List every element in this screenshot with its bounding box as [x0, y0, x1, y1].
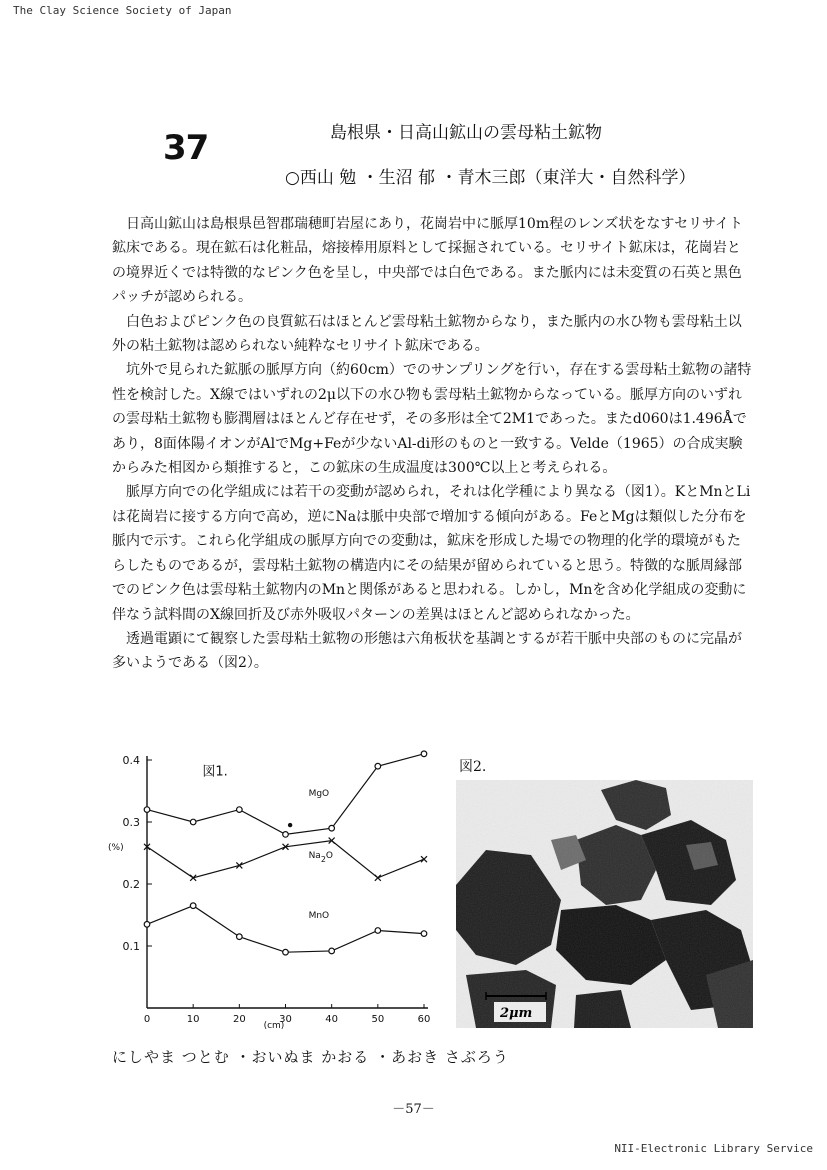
x-tick-label: 50 — [371, 1014, 385, 1025]
data-point — [421, 751, 427, 757]
page-number: －57－ — [392, 1102, 435, 1117]
series-mgo — [144, 751, 427, 837]
data-point — [421, 931, 427, 937]
paragraph: 日高山鉱山は島根県邑智郡瑞穂町岩屋にあり，花崗岩中に脈厚10m程のレンズ状をなすセリサイト鉱床である。現在鉱石は化粧品，熔接棒用原料として採掘されている。セリサイト鉱床は，花崗岩との境界近くでは特徴的なピンク色を呈し，中央部では白色である。また脈内には未変質の石英と黒色パッチが認められる。 — [112, 216, 743, 306]
data-point — [329, 948, 335, 954]
author-line: ○西山 勉 ・生沼 郁 ・青木三郎（東洋大・自然科学） — [285, 168, 696, 188]
paragraph: 脈厚方向での化学組成には若干の変動が認められ，それは化学種により異なる（図1）。KとMnとLiは花崗岩に接する方向で高め，逆にNaは脈中央部で増加する傾向がある。FeとMgは類似した分布を脈内で示す。これら化学組成の脈厚方向での変動は，鉱床を形成した場での物理的化学的環境がもたらしたものであるが，雲母粘土鉱物の構造内にその結果が留められていると思う。特徴的な脈周縁部でのピンク色は雲母粘土鉱物内のMnと関係があると思われる。しかし，Mnを含め化学組成の変動に伴なう試料間のX線回折及び赤外吸収パターンの差異はほとんど認められなかった。 — [112, 484, 751, 623]
data-point — [329, 825, 335, 831]
series-label: MgO — [308, 788, 330, 799]
series-line — [147, 906, 424, 953]
abstract-body — [112, 212, 752, 676]
x-axis-label: (cm) — [263, 1021, 285, 1031]
extra-point — [288, 823, 292, 827]
data-point — [375, 875, 381, 881]
chart-title: 図1. — [202, 764, 228, 780]
data-point — [375, 928, 381, 934]
y-tick-label: 0.1 — [122, 940, 140, 953]
x-tick-label: 30 — [279, 1014, 292, 1025]
series-label: Na2O — [308, 850, 334, 864]
site-header: The Clay Science Society of Japan — [13, 4, 232, 17]
paragraph: 透過電顕にて観察した雲母粘土鉱物の形態は六角板状を基調とするが若干脈中央部のものに完晶が多いようである（図2）。 — [112, 630, 742, 672]
data-point — [283, 832, 289, 838]
figure2-label: 図2. — [459, 759, 487, 775]
paper-number: 37 — [163, 128, 209, 168]
x-tick-label: 60 — [417, 1014, 431, 1025]
x-tick-label: 0 — [143, 1014, 151, 1025]
data-point — [190, 819, 196, 825]
series-label: MnO — [308, 911, 330, 922]
series-na2o — [144, 838, 427, 881]
y-tick-label: 0.2 — [122, 878, 140, 891]
data-point — [283, 949, 289, 955]
paper-title: 島根県・日高山鉱山の雲母粘土鉱物 — [330, 123, 602, 143]
x-tick-label: 10 — [186, 1014, 200, 1025]
site-footer: NII-Electronic Library Service — [614, 1142, 813, 1155]
data-point — [421, 856, 427, 862]
chart-axes — [108, 754, 430, 1031]
y-axis-label: (%) — [108, 842, 124, 853]
data-point — [237, 807, 243, 813]
scale-bar-label: 2μm — [500, 1006, 533, 1021]
data-point — [237, 934, 243, 940]
series-mno — [144, 903, 427, 955]
figure1-chart — [100, 748, 445, 1038]
data-point — [375, 763, 381, 769]
chart-series — [144, 751, 427, 955]
data-point — [144, 807, 150, 813]
y-tick-label: 0.3 — [122, 816, 140, 829]
series-line — [147, 754, 424, 835]
data-point — [190, 903, 196, 909]
y-tick-label: 0.4 — [122, 754, 140, 767]
paragraph: 坑外で見られた鉱脈の脈厚方向（約60cm）でのサンプリングを行い，存在する雲母粘土鉱物の諸特性を検討した。X線ではいずれの2μ以下の水ひ物も雲母粘土鉱物からなっている。脈厚方向のいずれの雲母粘土鉱物も膨潤層はほとんど存在せず，その多形は全て2M1であった。またd060は1.496Åであり，8面体陽イオンがAlでMg+Feが少ないAl-di形のものと一致する。Velde（1965）の合成実験からみた相図から類推すると，この鉱床の生成温度は300℃以上と考えられる。 — [112, 362, 752, 477]
data-point — [144, 922, 150, 928]
micrograph-image — [456, 780, 753, 1028]
x-tick-label: 40 — [325, 1014, 339, 1025]
author-kana: にしやま つとむ ・おいぬま かおる ・あおき さぶろう — [112, 1048, 509, 1066]
x-tick-label: 20 — [232, 1014, 246, 1025]
paragraph: 白色およびピンク色の良質鉱石はほとんど雲母粘土鉱物からなり，また脈内の水ひ物も雲母粘土以外の粘土鉱物は認められない純粋なセリサイト鉱床である。 — [112, 313, 742, 355]
